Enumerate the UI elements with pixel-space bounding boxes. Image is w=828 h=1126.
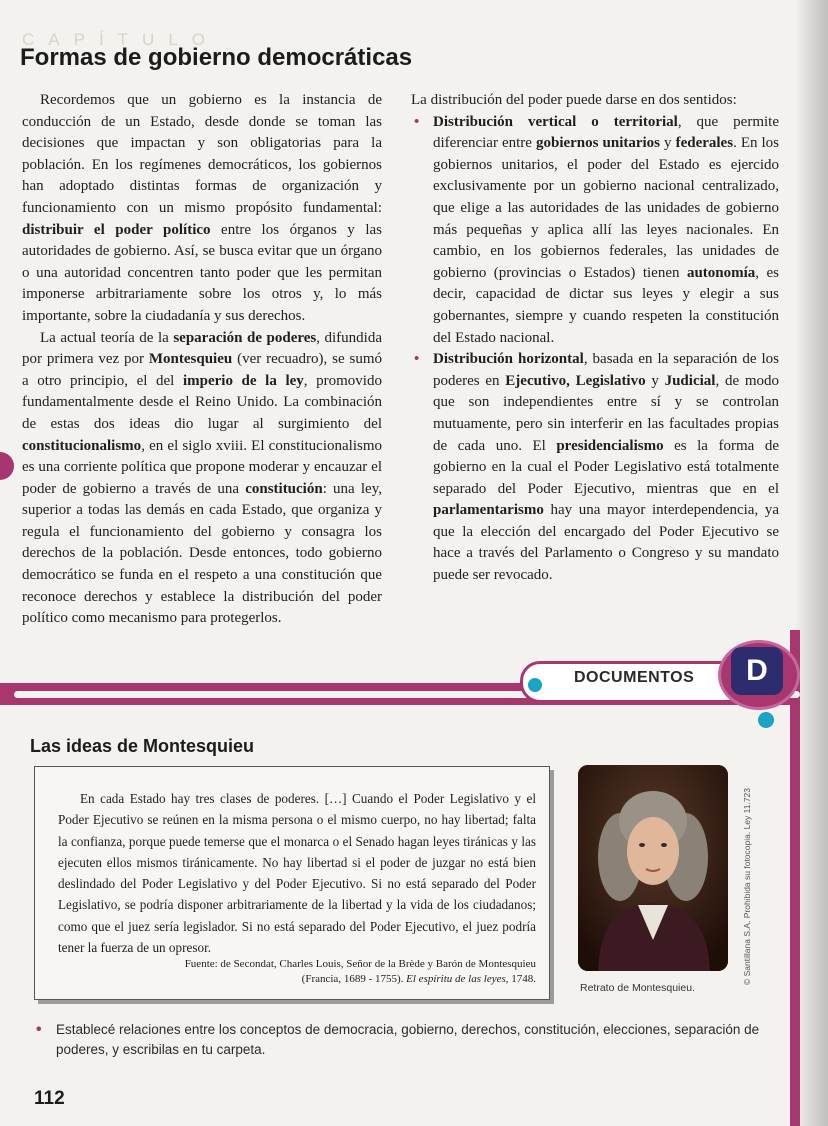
section-title: Las ideas de Montesquieu [30,736,255,756]
list-item-vertical-distribution: • Distribución vertical o territorial, que permite diferenciar entre gobiernos unitarios y federales. En los gobiernos unitarios, el poder del Estado es ejercido exclusivamente por un gobierno nacional centralizado, que elige a las autoridades de las unidades de gobierno más pequeñas y aplica allí las leyes nacionales. En cambio, en los gobiernos federales, las unidades de gobierno (provincias o Estados) tienen autonomía, es decir, capacidad de dictar sus leyes y elegir a sus gobernantes, siempre y cuando respeten la constitución del Estado nacional. [411,112,779,350]
chapter-label: CAPÍTULO [22,30,220,49]
documents-badge: D [731,647,783,695]
paragraph-government: Recordemos que un gobierno es la instancia de conducción de un Estado, desde donde se toman las decisiones que impactan y son obligatorias para la población. En los regímenes democráticos, los gobiernos han adoptado distintas formas de organización y funcionamiento con un mismo propósito fundamental: distribuir el poder político entre los órganos y las autoridades de gobierno. Así, se busca evitar que un órgano o una autoridad concentren tanto poder que les permitan imponerse arbitrariamente sobre los otros y, lo más importante, sobre la ciudadanía y sus derechos. [22,92,382,324]
portrait-caption: Retrato de Montesquieu. [580,982,695,994]
list-item-horizontal-distribution: • Distribución horizontal, basada en la separación de los poderes en Ejecutivo, Legislativo y Judicial, de modo que son independientes entre sí y se controlan mutuamente, pero sin interferir en las facultades propias de cada uno. El presidencialismo es la forma de gobierno en la cual el Poder Legislativo está totalmente separado del Poder Ejecutivo, mientras que en el parlamentarismo hay una mayor interdependencia, ya que la elección del encargado del Poder Ejecutivo se hace a través del Parlamento o Congreso y su mandato puede ser revocado. [411,349,779,587]
documents-dot-icon [526,676,544,694]
margin-dot-decoration [0,452,14,480]
montesquieu-portrait [578,765,728,971]
teal-dot-icon [758,712,774,728]
distribution-intro: La distribución del poder puede darse en dos sentidos: [411,92,737,108]
documents-label: DOCUMENTOS [574,669,695,686]
activity-instruction: • Establecé relaciones entre los conceptos de democracia, gobierno, derechos, constitución, elecciones, separación de poderes, y escribilas en tu carpeta. [36,1021,760,1057]
montesquieu-quote: En cada Estado hay tres clases de poderes. […] Cuando el Poder Legislativo y el Poder Ejecutivo se reúnen en la misma persona o el mismo cuerpo, no hay libertad; falta la confianza, porque puede temerse que el monarca o el Senado hagan leyes tiránicas y las ejecuten ellos mismos tiránicamente. No hay libertad si el poder de juzgar no está bien deslindado del Poder Legislativo y del Poder Ejecutivo. Si no está separado del Poder Legislativo, se podría disponer arbitrariamente de la libertad y la vida de los ciudadanos; como que el juez sería legislador. Si no está separado del Poder Ejecutivo, el juez podría tener la fuerza de un opresor. [58,791,536,956]
paragraph-separation-of-powers: La actual teoría de la separación de poderes, difundida por primera vez por Montesquieu (ver recuadro), se sumó a otro principio, el del imperio de la ley, promovido fundamentalmente desde el Reino Unido. La combinación de estas dos ideas dio lugar al surgimiento del constitucionalismo, en el siglo xviii. El constitucionalismo es una corriente política que propone moderar y encauzar el poder de gobierno a través de una constitución: una ley, superior a todas las demás en cada Estado, que organiza y regula el funcionamiento del gobierno y consagra los derechos de la población. Desde entonces, todo gobierno democrático se funda en el respeto a una constitución que reconoce derechos y establece la distribución del poder político como mecanismo para protegerlos. [22,329,382,627]
right-column [411,90,779,587]
quote-source: Fuente: de Secondat, Charles Louis, Señor de la Brède y Barón de Montesquieu (Francia, 1689 - 1755). El espíritu de las leyes, 1748. [184,958,536,985]
page-title: Formas de gobierno democráticas [20,44,413,71]
distribution-list [411,112,779,587]
left-column [22,90,382,630]
copyright-notice: © Santillana S.A. Prohibida su fotocopia. Ley 11.723 [742,787,752,985]
bullet-icon: • [36,1021,42,1038]
page-number: 112 [34,1088,65,1109]
